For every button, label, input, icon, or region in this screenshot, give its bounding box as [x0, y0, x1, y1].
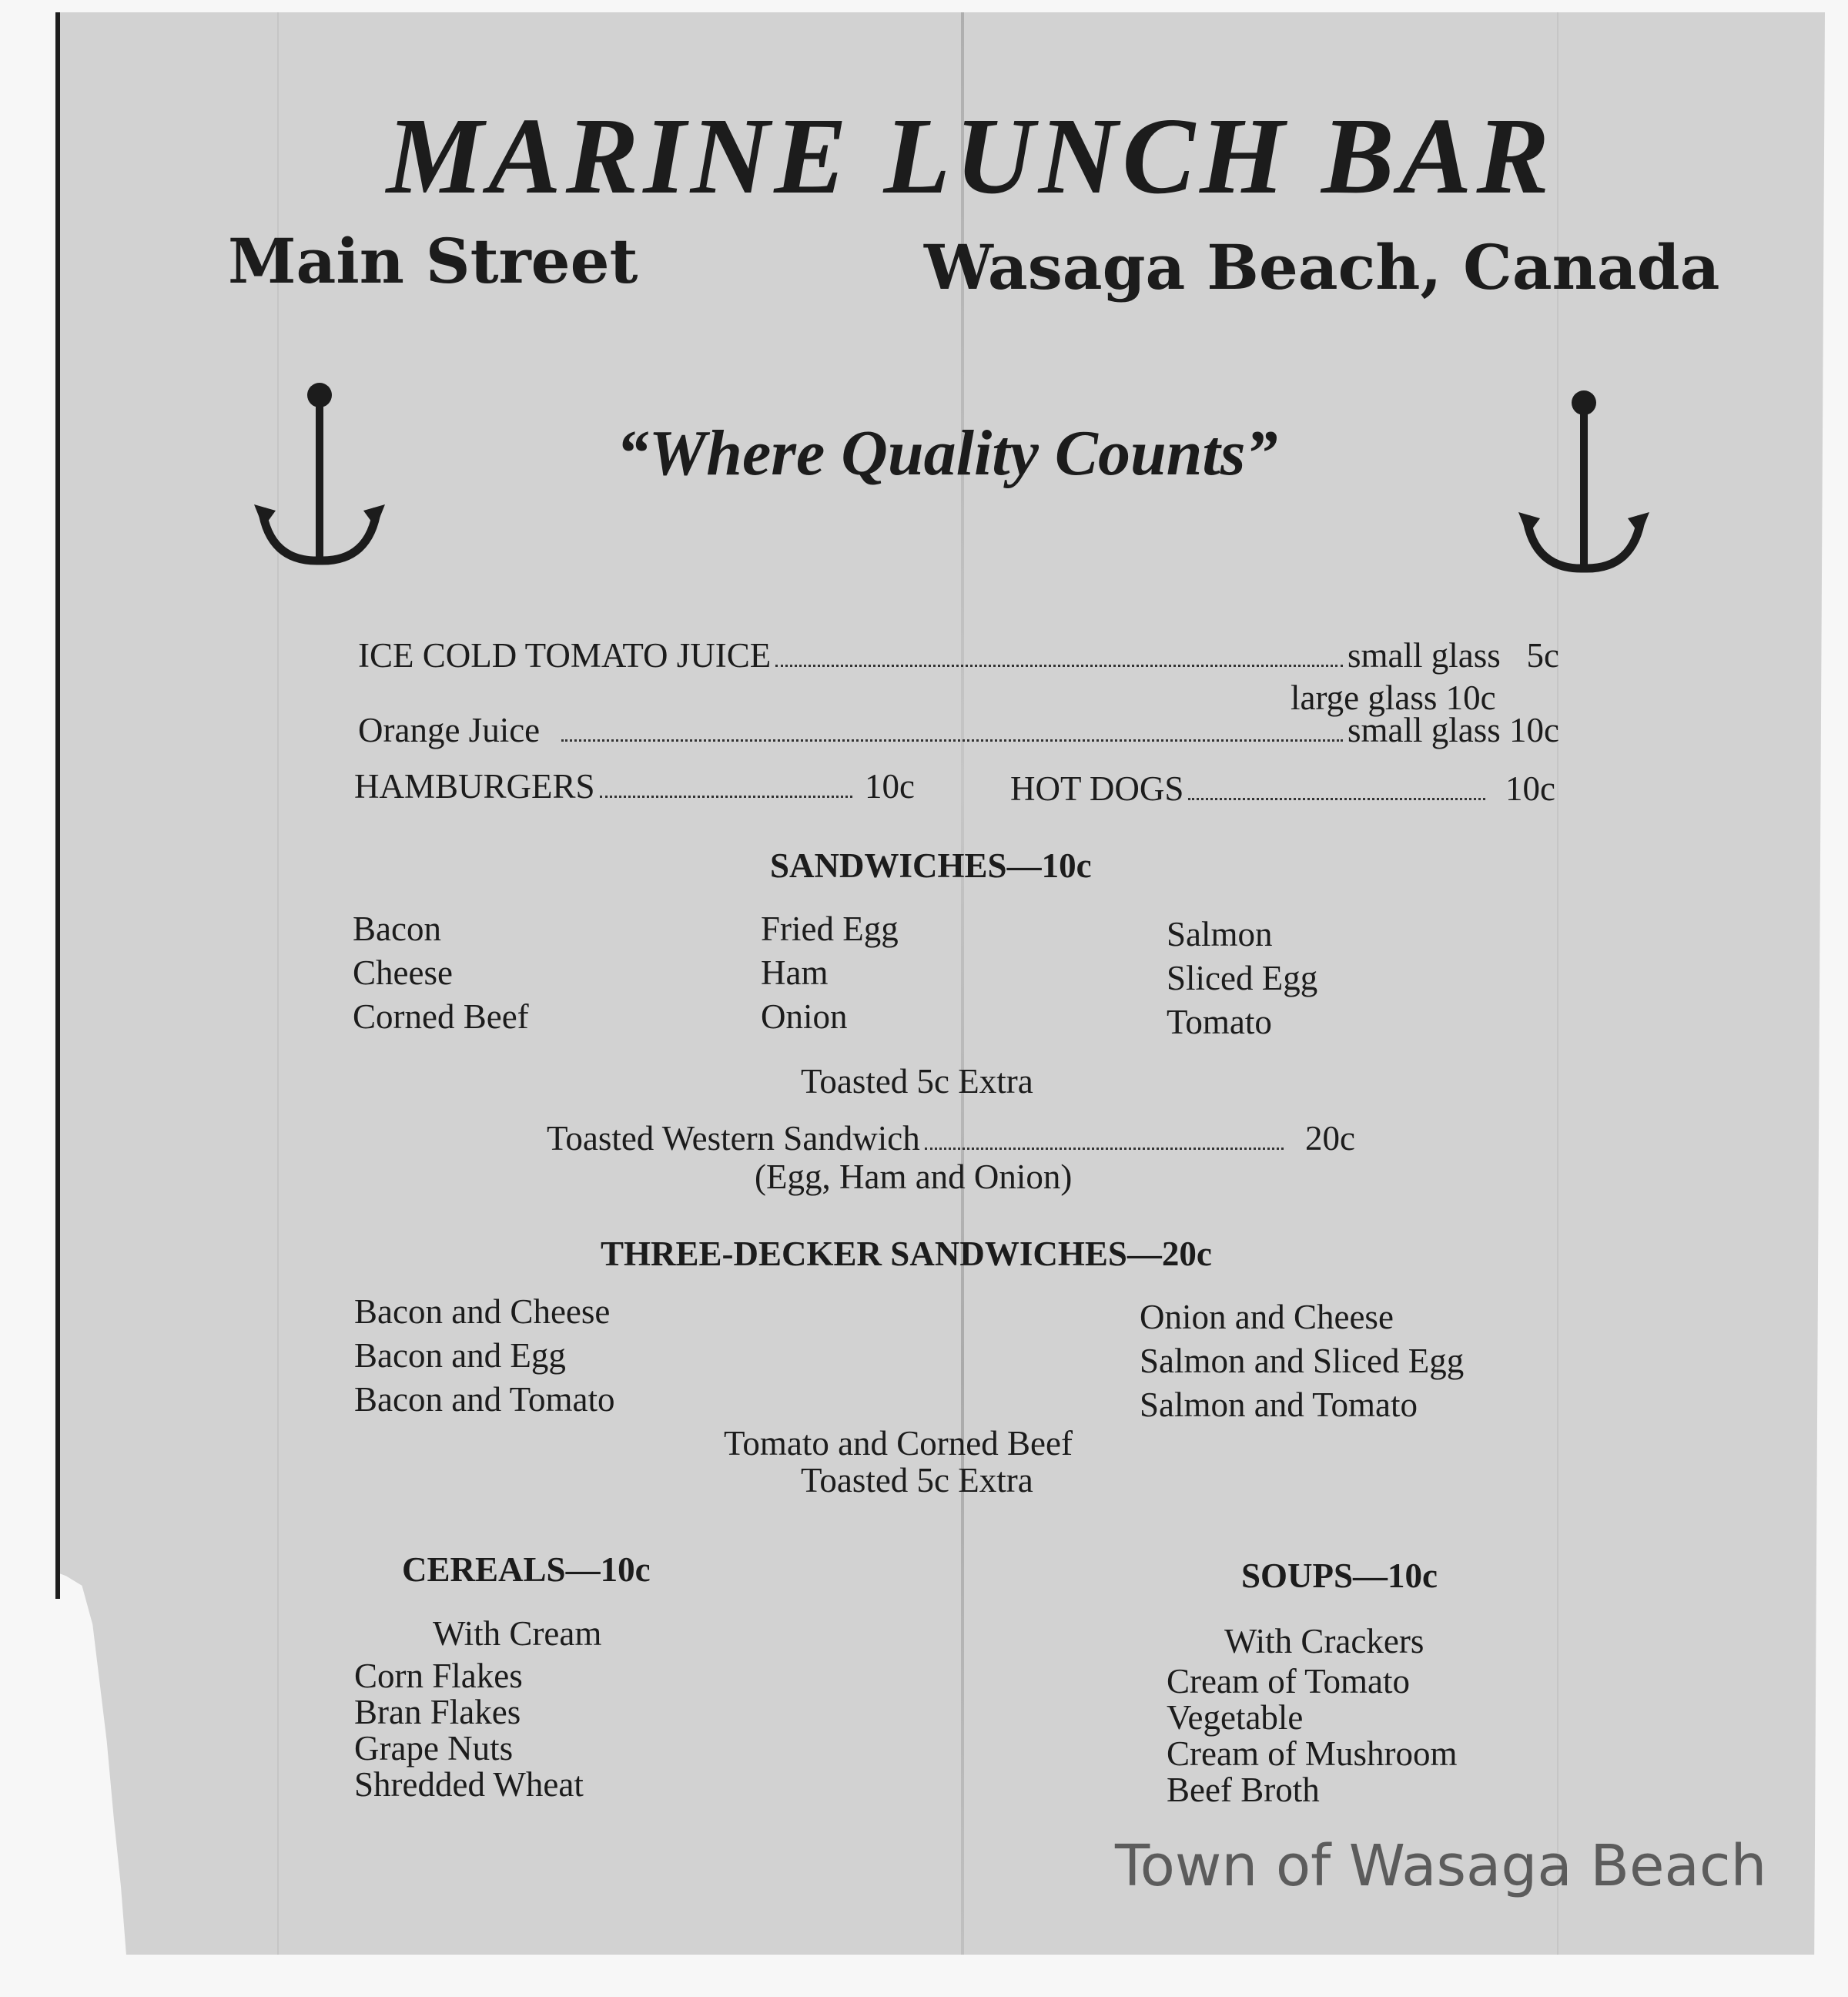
- fold-line: [1557, 12, 1558, 1955]
- street-address: Main Street: [228, 225, 638, 297]
- item-label: ICE COLD TOMATO JUICE: [358, 636, 772, 675]
- list-item: Shredded Wheat: [354, 1765, 584, 1804]
- list-item: Cream of Mushroom: [1167, 1734, 1458, 1773]
- list-item: Vegetable: [1167, 1698, 1304, 1737]
- fold-line: [277, 12, 279, 1955]
- item-price: 20c: [1305, 1119, 1355, 1158]
- sheet-left-edge: [55, 12, 60, 1599]
- menu-row-western-sandwich: [547, 1118, 1355, 1158]
- menu-row-hamburgers: [354, 766, 915, 806]
- list-item: Bran Flakes: [354, 1693, 521, 1731]
- dot-leader: [561, 739, 1343, 742]
- anchor-icon: [254, 381, 385, 574]
- sandwich-column-1: [353, 907, 529, 1039]
- list-item: Tomato: [1167, 1003, 1272, 1041]
- list-item: Bacon: [353, 910, 441, 948]
- list-item: Ham: [761, 953, 829, 992]
- city-address: Wasaga Beach, Canada: [924, 231, 1720, 303]
- three-decker-center-item: Tomato and Corned Beef: [724, 1424, 1073, 1463]
- list-item: Onion and Cheese: [1140, 1298, 1394, 1336]
- watermark: Town of Wasaga Beach: [1115, 1833, 1767, 1899]
- item-label: Orange Juice: [358, 711, 541, 749]
- anchor-icon: [1518, 389, 1649, 581]
- list-item: Beef Broth: [1167, 1771, 1320, 1809]
- section-heading-sandwiches: SANDWICHES—10c: [770, 846, 1092, 885]
- dot-leader: [775, 665, 1343, 667]
- price-large-glass: large glass 10c: [1291, 679, 1496, 717]
- dot-leader: [600, 796, 852, 798]
- three-decker-left-column: [354, 1290, 614, 1422]
- slogan: “Where Quality Counts”: [616, 417, 1278, 489]
- item-price: 10c: [1505, 769, 1555, 808]
- list-item: Sliced Egg: [1167, 959, 1318, 997]
- list-item: Cheese: [353, 953, 453, 992]
- list-item: Fried Egg: [761, 910, 899, 948]
- item-price: small glass 5c: [1348, 636, 1559, 675]
- toasted-note: Toasted 5c Extra: [801, 1062, 1033, 1101]
- soups-subheading: With Crackers: [1224, 1622, 1424, 1660]
- dot-leader: [1188, 798, 1485, 800]
- menu-title: MARINE LUNCH BAR: [386, 95, 1555, 216]
- list-item: Onion: [761, 997, 848, 1036]
- section-heading-soups: SOUPS—10c: [1241, 1556, 1438, 1595]
- item-price: small glass 10c: [1348, 711, 1559, 749]
- list-item: Salmon: [1167, 915, 1273, 953]
- list-item: Bacon and Egg: [354, 1336, 566, 1375]
- list-item: Cream of Tomato: [1167, 1662, 1410, 1700]
- soups-list: [1167, 1664, 1457, 1808]
- list-item: Corn Flakes: [354, 1657, 523, 1695]
- item-price: 10c: [865, 767, 915, 806]
- dot-leader: [925, 1148, 1284, 1150]
- list-item: Corned Beef: [353, 997, 529, 1036]
- menu-sheet: [55, 12, 1825, 1955]
- list-item: Grape Nuts: [354, 1729, 514, 1767]
- center-crease: [961, 12, 964, 1955]
- cereals-list: [354, 1658, 584, 1803]
- sandwich-column-2: [761, 907, 899, 1039]
- menu-row-hot-dogs: [1010, 769, 1555, 809]
- menu-row-orange-juice: [358, 710, 1559, 750]
- three-decker-right-column: [1140, 1295, 1464, 1427]
- section-heading-cereals: CEREALS—10c: [402, 1550, 651, 1589]
- section-heading-three-decker: THREE-DECKER SANDWICHES—20c: [601, 1235, 1212, 1273]
- list-item: Bacon and Tomato: [354, 1380, 615, 1419]
- toasted-note: Toasted 5c Extra: [801, 1461, 1033, 1499]
- item-label: HAMBURGERS: [354, 767, 595, 806]
- cereals-subheading: With Cream: [433, 1614, 602, 1653]
- sandwich-column-3: [1167, 913, 1317, 1044]
- list-item: Salmon and Tomato: [1140, 1386, 1418, 1424]
- list-item: Salmon and Sliced Egg: [1140, 1342, 1465, 1380]
- item-label: HOT DOGS: [1010, 769, 1184, 808]
- western-description: (Egg, Ham and Onion): [755, 1158, 1073, 1196]
- menu-row-tomato-juice: [358, 635, 1559, 675]
- item-label: Toasted Western Sandwich: [547, 1119, 920, 1158]
- list-item: Bacon and Cheese: [354, 1292, 611, 1331]
